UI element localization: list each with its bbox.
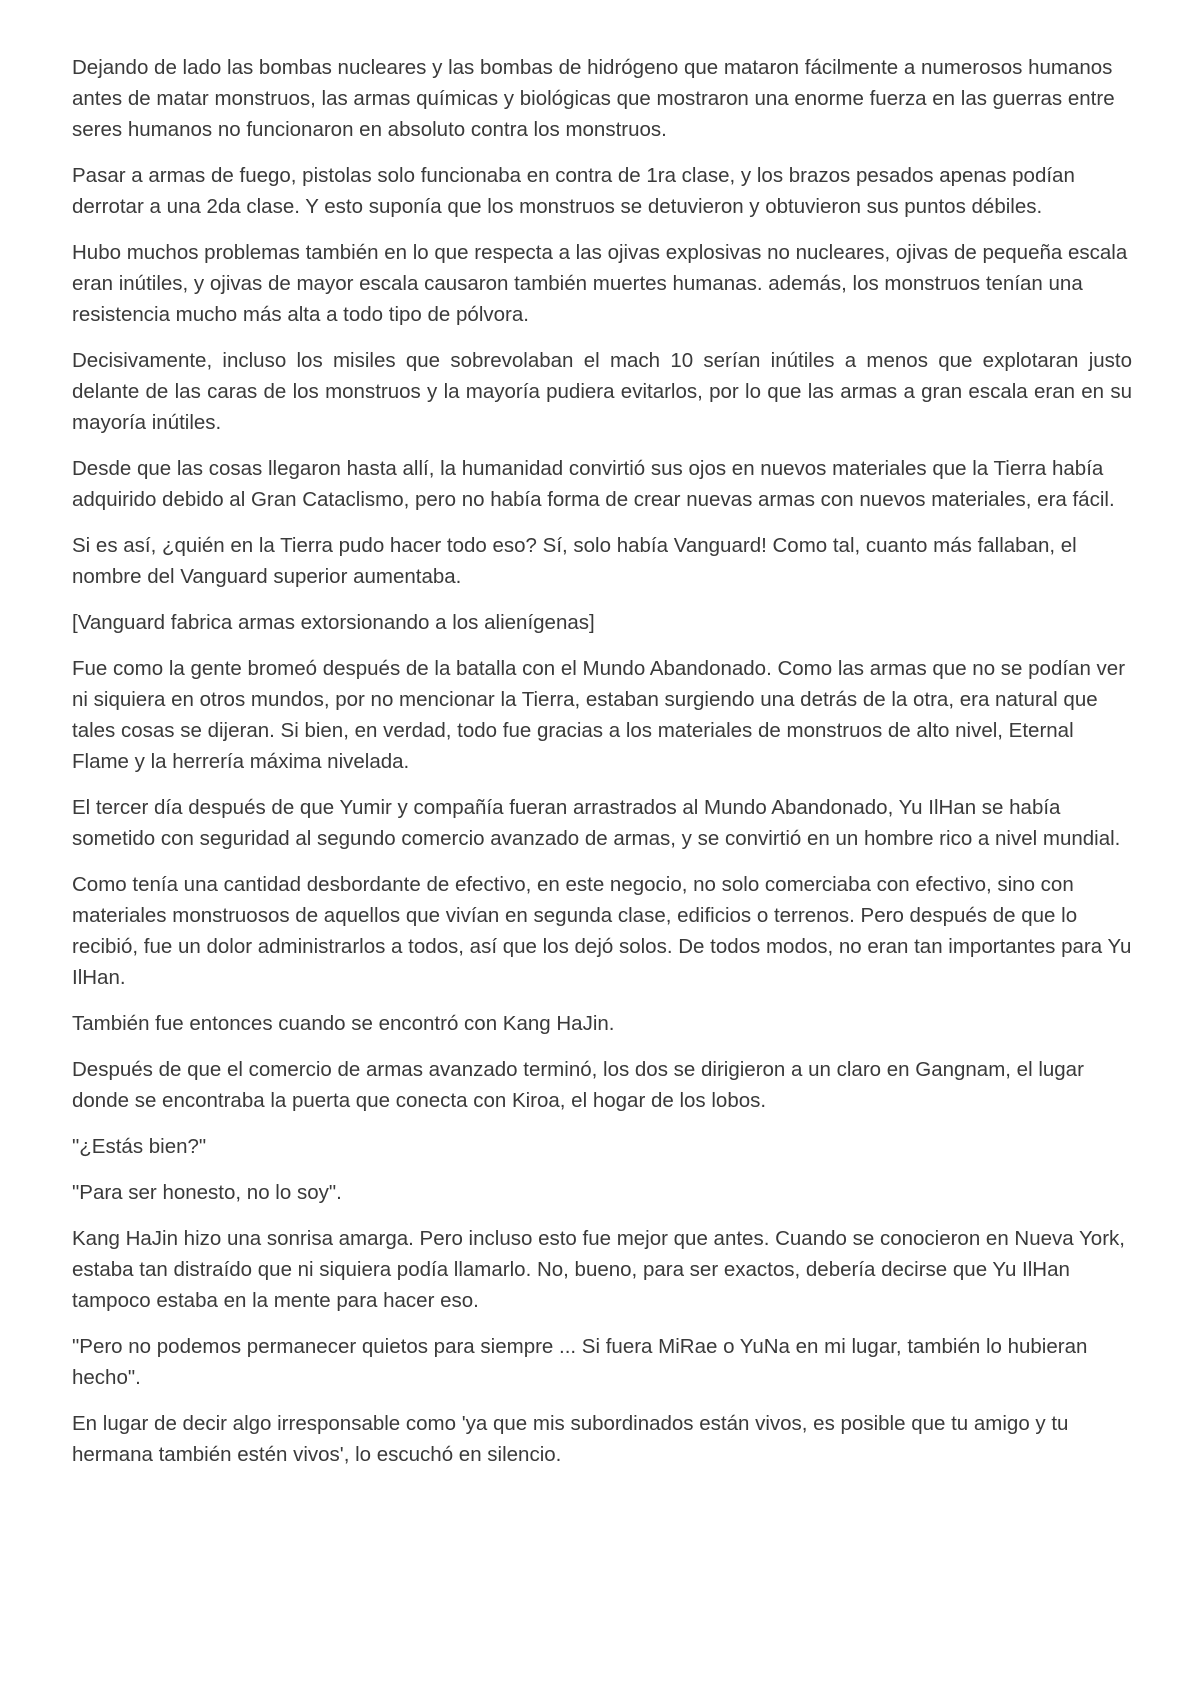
paragraph-2: Pasar a armas de fuego, pistolas solo funcionaba en contra de 1ra clase, y los brazos pesados apenas podían derrotar a una 2da clase. Y esto suponía que los monstruos se detuvieron y obtuvieron sus puntos débiles. [72, 164, 1075, 218]
paragraph-6: Si es así, ¿quién en la Tierra pudo hacer todo eso? Sí, solo había Vanguard! Como tal, cuanto más fallaban, el nombre del Vanguard superior aumentaba. [72, 534, 1077, 588]
paragraph-16: "Pero no podemos permanecer quietos para siempre ... Si fuera MiRae o YuNa en mi lugar, también lo hubieran hecho". [72, 1335, 1088, 1389]
document-page [72, 52, 1132, 1485]
paragraph-9: El tercer día después de que Yumir y compañía fueran arrastrados al Mundo Abandonado, Yu IlHan se había sometido con seguridad al segundo comercio avanzado de armas, y se convirtió en un hombre rico a nivel mundial. [72, 796, 1121, 850]
paragraph-14: "Para ser honesto, no lo soy". [72, 1181, 342, 1204]
paragraph-15: Kang HaJin hizo una sonrisa amarga. Pero incluso esto fue mejor que antes. Cuando se conocieron en Nueva York, estaba tan distraído que ni siquiera podía llamarlo. No, bueno, para ser exactos, debería decirse que Yu IlHan tampoco estaba en la mente para hacer eso. [72, 1227, 1125, 1312]
paragraph-3: Hubo muchos problemas también en lo que respecta a las ojivas explosivas no nucleares, ojivas de pequeña escala eran inútiles, y ojivas de mayor escala causaron también muertes humanas. además, los monstruos tenían una resistencia mucho más alta a todo tipo de pólvora. [72, 241, 1128, 326]
paragraph-8: Fue como la gente bromeó después de la batalla con el Mundo Abandonado. Como las armas que no se podían ver ni siquiera en otros mundos, por no mencionar la Tierra, estaban surgiendo una detrás de la otra, era natural que tales cosas se dijeran. Si bien, en verdad, todo fue gracias a los materiales de monstruos de alto nivel, Eternal Flame y la herrería máxima nivelada. [72, 657, 1126, 773]
paragraph-17: En lugar de decir algo irresponsable como 'ya que mis subordinados están vivos, es posible que tu amigo y tu hermana también estén vivos', lo escuchó en silencio. [72, 1412, 1069, 1466]
paragraph-7: [Vanguard fabrica armas extorsionando a los alienígenas] [72, 611, 595, 634]
paragraph-5: Desde que las cosas llegaron hasta allí, la humanidad convirtió sus ojos en nuevos materiales que la Tierra había adquirido debido al Gran Cataclismo, pero no había forma de crear nuevas armas con nuevos materiales, era fácil. [72, 457, 1115, 511]
paragraph-11: También fue entonces cuando se encontró con Kang HaJin. [72, 1012, 615, 1035]
paragraph-1: Dejando de lado las bombas nucleares y las bombas de hidrógeno que mataron fácilmente a numerosos humanos antes de matar monstruos, las armas químicas y biológicas que mostraron una enorme fuerza en las guerras entre seres humanos no funcionaron en absoluto contra los monstruos. [72, 56, 1115, 141]
paragraph-12: Después de que el comercio de armas avanzado terminó, los dos se dirigieron a un claro en Gangnam, el lugar donde se encontraba la puerta que conecta con Kiroa, el hogar de los lobos. [72, 1058, 1084, 1112]
paragraph-4: Decisivamente, incluso los misiles que sobrevolaban el mach 10 serían inútiles a menos que explotaran justo delante de las caras de los monstruos y la mayoría pudiera evitarlos, por lo que las armas a gran escala eran en su mayoría inútiles. [72, 349, 1132, 434]
paragraph-13: "¿Estás bien?" [72, 1135, 207, 1158]
paragraph-10: Como tenía una cantidad desbordante de efectivo, en este negocio, no solo comerciaba con efectivo, sino con materiales monstruosos de aquellos que vivían en segunda clase, edificios o terrenos. Pero después de que lo recibió, fue un dolor administrarlos a todos, así que los dejó solos. De todos modos, no eran tan importantes para Yu IlHan. [72, 873, 1132, 989]
